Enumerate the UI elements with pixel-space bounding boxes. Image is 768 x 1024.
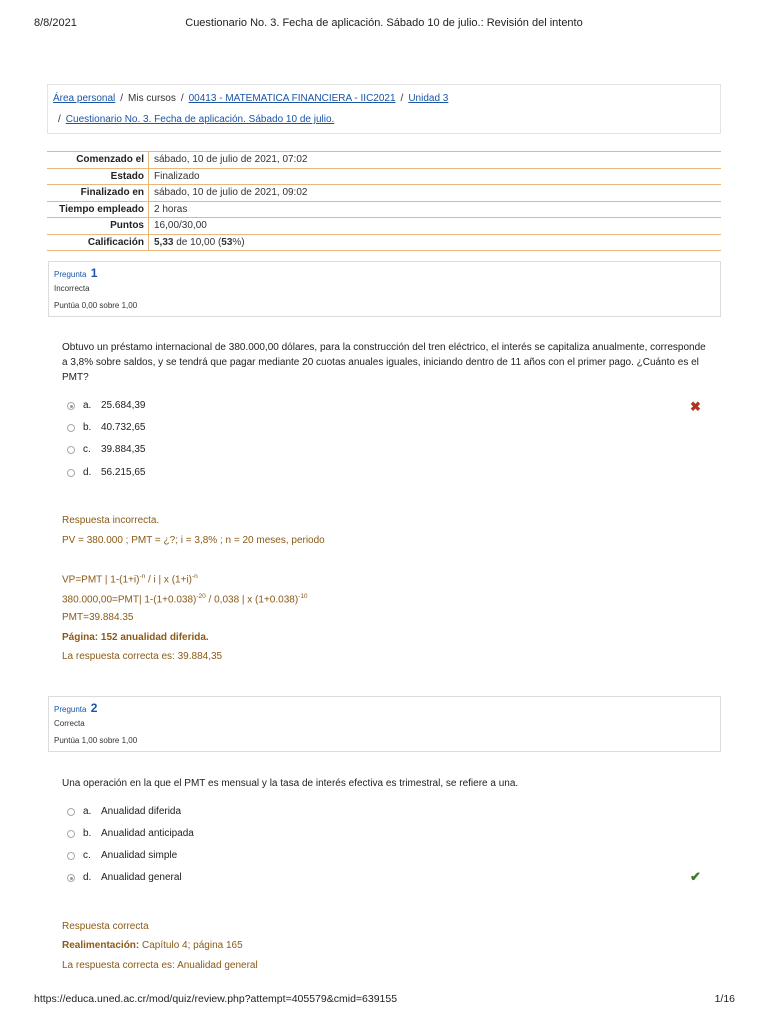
summary-label: Finalizado en xyxy=(47,185,149,202)
feedback-given: PV = 380.000 ; PMT = ¿?; i = 3,8% ; n = 20 meses, periodo xyxy=(62,535,325,546)
radio-button[interactable] xyxy=(67,446,75,454)
radio-button[interactable] xyxy=(67,852,75,860)
grade-label: Calificación xyxy=(47,234,149,251)
question-grade: Puntúa 1,00 sobre 1,00 xyxy=(54,736,138,745)
question-grade: Puntúa 0,00 sobre 1,00 xyxy=(54,301,138,310)
breadcrumb-separator: / xyxy=(120,93,124,104)
question-state: Correcta xyxy=(54,719,85,728)
grade-percent: 53 xyxy=(221,236,233,248)
summary-row xyxy=(47,168,721,185)
summary-row xyxy=(47,201,721,218)
grade-value: 5,33 de 10,00 (53%) xyxy=(149,234,722,251)
summary-row xyxy=(47,218,721,235)
summary-value: Finalizado xyxy=(149,168,722,185)
feedback-reference: Realimentación: Capítulo 4; página 165 xyxy=(62,940,243,951)
summary-value: 2 horas xyxy=(149,201,722,218)
question-1-info xyxy=(48,261,721,317)
question-state: Incorrecta xyxy=(54,284,90,293)
correct-check-icon: ✔ xyxy=(690,869,701,884)
summary-row-grade xyxy=(47,234,721,251)
radio-button[interactable] xyxy=(67,874,75,882)
summary-label: Tiempo empleado xyxy=(47,201,149,218)
question-number: Pregunta 2 xyxy=(54,701,98,715)
summary-label: Comenzado el xyxy=(47,152,149,169)
summary-value: sábado, 10 de julio de 2021, 07:02 xyxy=(149,152,722,169)
breadcrumb-course-link[interactable]: 00413 - MATEMATICA FINANCIERA - IIC2021 xyxy=(188,93,396,104)
print-header xyxy=(0,17,768,31)
radio-button[interactable] xyxy=(67,402,75,410)
question-2-text: Una operación en la que el PMT es mensual y la tasa de interés efectiva es trimestral, se refiere a una. xyxy=(62,778,519,789)
breadcrumb-home-link[interactable]: Área personal xyxy=(53,93,116,104)
radio-button[interactable] xyxy=(67,469,75,477)
grade-score: 5,33 xyxy=(154,236,174,248)
breadcrumb-separator: / xyxy=(400,93,404,104)
summary-value: 16,00/30,00 xyxy=(149,218,722,235)
summary-value: sábado, 10 de julio de 2021, 09:02 xyxy=(149,185,722,202)
feedback-result: Respuesta correcta xyxy=(62,921,149,932)
print-title: Cuestionario No. 3. Fecha de aplicación. Sábado 10 de julio.: Revisión del intento xyxy=(185,17,583,29)
breadcrumb xyxy=(47,84,721,134)
summary-row xyxy=(47,152,721,169)
breadcrumb-my-courses: Mis cursos xyxy=(128,93,176,104)
summary-label: Estado xyxy=(47,168,149,185)
print-page-number: 1/16 xyxy=(714,993,735,1005)
breadcrumb-separator: / xyxy=(58,114,61,125)
breadcrumb-unit-link[interactable]: Unidad 3 xyxy=(408,93,449,104)
feedback-result: Respuesta incorrecta. xyxy=(62,515,160,526)
summary-label: Puntos xyxy=(47,218,149,235)
radio-button[interactable] xyxy=(67,830,75,838)
question-1-text: Obtuvo un préstamo internacional de 380.000,00 dólares, para la construcción del tren eléctrico, el interés se capitaliza anualmente, corresponde a 3,8% sobre saldos, y se tendrá que pagar mediante 20 cuotas anuales iguales, iniciando dentro de 11 años con el primer pago. ¿Cuánto es el PMT? xyxy=(62,342,706,383)
breadcrumb-quiz-link[interactable]: Cuestionario No. 3. Fecha de aplicación. Sábado 10 de julio. xyxy=(65,114,335,125)
incorrect-icon: ✖ xyxy=(690,399,701,414)
feedback-correct-answer: La respuesta correcta es: Anualidad general xyxy=(62,960,258,971)
summary-row xyxy=(47,185,721,202)
feedback-correct-answer: La respuesta correcta es: 39.884,35 xyxy=(62,651,223,662)
feedback-calculation: 380.000,00=PMT| $1-(1+0.038)^{-20} / 0,038$ | x $(1+0.038)^{-10}$ xyxy=(62,593,308,606)
radio-button[interactable] xyxy=(67,808,75,816)
feedback-page-ref: Página: 152 anualidad diferida. xyxy=(62,632,209,643)
breadcrumb-separator: / xyxy=(180,93,184,104)
question-2-info xyxy=(48,696,721,752)
feedback-pmt: PMT=39.884.35 xyxy=(62,612,134,623)
feedback-formula: VP=PMT | $1-(1+i)^{-n} / i$ | x $(1+i)^{-n}$ xyxy=(62,573,198,586)
print-url: https://educa.uned.ac.cr/mod/quiz/review.php?attempt=405579&cmid=639155 xyxy=(34,993,398,1005)
print-date: 8/8/2021 xyxy=(34,17,77,29)
question-number: Pregunta 1 xyxy=(54,266,98,280)
attempt-summary-table xyxy=(47,151,721,251)
radio-button[interactable] xyxy=(67,424,75,432)
